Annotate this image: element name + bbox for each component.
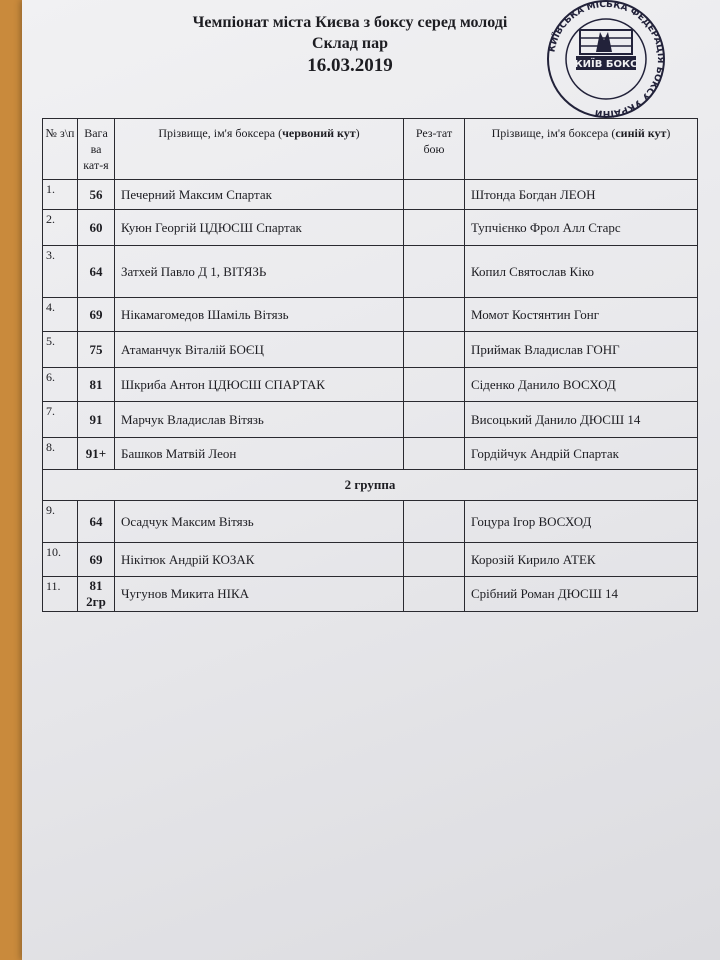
weight-category: 64 bbox=[78, 501, 115, 543]
table-header-row bbox=[43, 119, 698, 180]
red-boxer: Чугунов Микита НІКА bbox=[115, 577, 404, 612]
row-num: 5. bbox=[43, 332, 78, 368]
bout-result bbox=[404, 577, 465, 612]
red-boxer: Нікітюк Андрій КОЗАК bbox=[115, 543, 404, 577]
red-boxer: Затхей Павло Д 1, ВІТЯЗЬ bbox=[115, 246, 404, 298]
row-num: 10. bbox=[43, 543, 78, 577]
weight-category: 56 bbox=[78, 180, 115, 210]
blue-boxer: Висоцький Данило ДЮСШ 14 bbox=[465, 402, 698, 438]
table-row bbox=[43, 298, 698, 332]
blue-boxer: Приймак Владислав ГОНГ bbox=[465, 332, 698, 368]
championship-title: Чемпіонат міста Києва з боксу серед молоді bbox=[192, 14, 508, 31]
pairs-table bbox=[42, 118, 698, 612]
blue-corner-label: синій кут bbox=[615, 126, 667, 140]
group-label: 2 группа bbox=[43, 470, 698, 501]
bout-result bbox=[404, 180, 465, 210]
weight-category: 81 bbox=[78, 368, 115, 402]
weight-category: 64 bbox=[78, 246, 115, 298]
table-row bbox=[43, 501, 698, 543]
bout-result bbox=[404, 246, 465, 298]
table-row bbox=[43, 246, 698, 298]
stamp-center-text: КИЇВ БОКС bbox=[574, 59, 638, 70]
blue-boxer: Тупчієнко Фрол Алл Старс bbox=[465, 210, 698, 246]
header-result: Рез-тат бою bbox=[404, 119, 465, 180]
row-num: 3. bbox=[43, 246, 78, 298]
blue-boxer: Штонда Богдан ЛЕОН bbox=[465, 180, 698, 210]
blue-boxer: Корозій Кирило АТЕК bbox=[465, 543, 698, 577]
federation-stamp-logo bbox=[538, 0, 674, 118]
red-boxer: Башков Матвій Леон bbox=[115, 438, 404, 470]
weight-category: 81 2гр bbox=[78, 577, 115, 612]
document-date: 16.03.2019 bbox=[307, 55, 393, 76]
bout-result bbox=[404, 543, 465, 577]
bout-result bbox=[404, 332, 465, 368]
bout-result bbox=[404, 501, 465, 543]
stamp-ring-text: КИЇВСЬКА МІСЬКА ФЕДЕРАЦІЯ БОКСУ УКРАЇНИ bbox=[547, 0, 666, 118]
weight-category: 91+ bbox=[78, 438, 115, 470]
blue-boxer: Сіденко Данило ВОСХОД bbox=[465, 368, 698, 402]
blue-boxer: Момот Костянтин Гонг bbox=[465, 298, 698, 332]
bout-result bbox=[404, 368, 465, 402]
row-num: 6. bbox=[43, 368, 78, 402]
red-boxer: Осадчук Максим Вітязь bbox=[115, 501, 404, 543]
red-boxer: Нікамагомедов Шаміль Вітязь bbox=[115, 298, 404, 332]
header-weight: Вага ва кат-я bbox=[78, 119, 115, 180]
table-row bbox=[43, 438, 698, 470]
header-red-corner: Прізвище, ім'я боксера (червоний кут) bbox=[115, 119, 404, 180]
row-num: 2. bbox=[43, 210, 78, 246]
table-row bbox=[43, 577, 698, 612]
red-boxer: Марчук Владислав Вітязь bbox=[115, 402, 404, 438]
document-subtitle: Склад пар bbox=[312, 35, 388, 52]
weight-category: 60 bbox=[78, 210, 115, 246]
row-num: 8. bbox=[43, 438, 78, 470]
header-blue-corner: Прізвище, ім'я боксера (синій кут) bbox=[465, 119, 698, 180]
group-divider-row bbox=[43, 470, 698, 501]
blue-boxer: Гоцура Ігор ВОСХОД bbox=[465, 501, 698, 543]
table-row bbox=[43, 210, 698, 246]
blue-boxer: Копил Святослав Кіко bbox=[465, 246, 698, 298]
table-row bbox=[43, 402, 698, 438]
bout-result bbox=[404, 210, 465, 246]
bout-result bbox=[404, 438, 465, 470]
bout-result bbox=[404, 298, 465, 332]
weight-category: 69 bbox=[78, 543, 115, 577]
bout-result bbox=[404, 402, 465, 438]
table-row bbox=[43, 368, 698, 402]
table-row bbox=[43, 180, 698, 210]
row-num: 7. bbox=[43, 402, 78, 438]
weight-category: 91 bbox=[78, 402, 115, 438]
blue-boxer: Гордійчук Андрій Спартак bbox=[465, 438, 698, 470]
table-row bbox=[43, 332, 698, 368]
blue-boxer: Срібний Роман ДЮСШ 14 bbox=[465, 577, 698, 612]
red-boxer: Куюн Георгій ЦДЮСШ Спартак bbox=[115, 210, 404, 246]
red-boxer: Атаманчук Віталій БОЄЦ bbox=[115, 332, 404, 368]
weight-category: 75 bbox=[78, 332, 115, 368]
row-num: 1. bbox=[43, 180, 78, 210]
document-header bbox=[150, 12, 550, 78]
header-num: № з\п bbox=[43, 119, 78, 180]
row-num: 11. bbox=[43, 577, 78, 612]
red-corner-label: червоний кут bbox=[282, 126, 356, 140]
table-row bbox=[43, 543, 698, 577]
row-num: 9. bbox=[43, 501, 78, 543]
red-boxer: Печерний Максим Спартак bbox=[115, 180, 404, 210]
row-num: 4. bbox=[43, 298, 78, 332]
red-boxer: Шкриба Антон ЦДЮСШ СПАРТАК bbox=[115, 368, 404, 402]
weight-category: 69 bbox=[78, 298, 115, 332]
